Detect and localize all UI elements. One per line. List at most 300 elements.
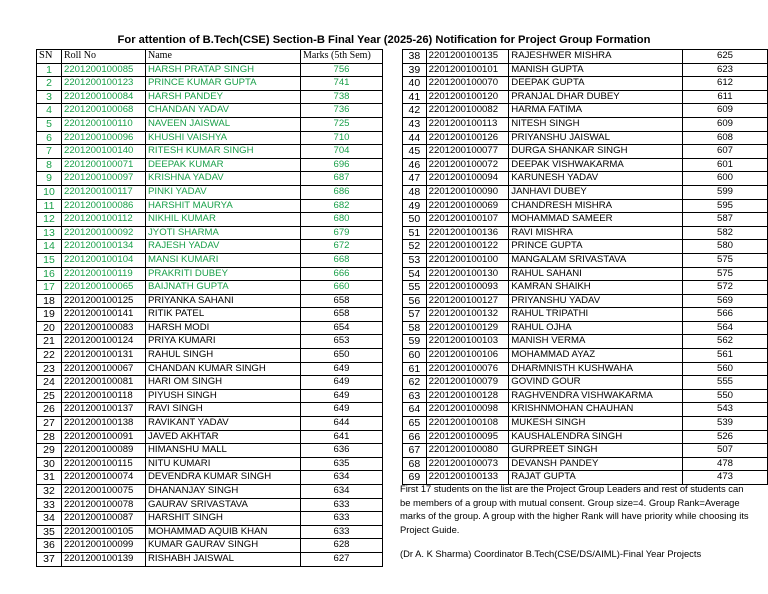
row-marks: 580 [683, 240, 768, 254]
row-name: RAHUL TRIPATHI [509, 308, 683, 322]
row-marks: 633 [301, 525, 383, 539]
coordinator-signature: (Dr A. K Sharma) Coordinator B.Tech(CSE/DS/AIML)-Final Year Projects [400, 548, 702, 559]
row-name: HARSH MODI [146, 321, 301, 335]
table-row [37, 539, 383, 553]
row-sn: 69 [403, 471, 427, 485]
row-sn: 26 [37, 403, 62, 417]
row-sn: 41 [403, 90, 427, 104]
row-name: RAHUL SAHANI [509, 267, 683, 281]
table-row [403, 294, 768, 308]
row-roll-no: 2201200100089 [62, 444, 146, 458]
row-roll-no: 2201200100072 [426, 158, 509, 172]
row-roll-no: 2201200100086 [62, 199, 146, 213]
row-sn: 5 [37, 117, 62, 131]
table-row [37, 525, 383, 539]
table-row [403, 457, 768, 471]
row-sn: 10 [37, 185, 62, 199]
row-marks: 687 [301, 172, 383, 186]
row-marks: 633 [301, 512, 383, 526]
row-name: RAHUL OJHA [509, 321, 683, 335]
row-marks: 666 [301, 267, 383, 281]
row-sn: 52 [403, 240, 427, 254]
row-sn: 66 [403, 430, 427, 444]
row-roll-no: 2201200100084 [62, 90, 146, 104]
row-name: HARMA FATIMA [509, 104, 683, 118]
row-roll-no: 2201200100105 [62, 525, 146, 539]
row-sn: 3 [37, 90, 62, 104]
row-name: CHANDRESH MISHRA [509, 199, 683, 213]
table-row [37, 376, 383, 390]
row-roll-no: 2201200100093 [426, 281, 509, 295]
row-sn: 25 [37, 389, 62, 403]
row-marks: 756 [301, 63, 383, 77]
table-row [37, 389, 383, 403]
row-sn: 34 [37, 512, 62, 526]
row-name: JAVED AKHTAR [146, 430, 301, 444]
row-marks: 672 [301, 240, 383, 254]
row-roll-no: 2201200100096 [62, 131, 146, 145]
row-sn: 11 [37, 199, 62, 213]
row-name: PRAKRITI DUBEY [146, 267, 301, 281]
row-name: GAURAV SRIVASTAVA [146, 498, 301, 512]
row-sn: 51 [403, 226, 427, 240]
row-marks: 641 [301, 430, 383, 444]
row-name: KAMRAN SHAIKH [509, 281, 683, 295]
row-roll-no: 2201200100127 [426, 294, 509, 308]
row-name: RAGHVENDRA VISHWAKARMA [509, 389, 683, 403]
row-sn: 44 [403, 131, 427, 145]
row-sn: 20 [37, 321, 62, 335]
row-name: HARSHIT SINGH [146, 512, 301, 526]
row-roll-no: 2201200100085 [62, 63, 146, 77]
row-roll-no: 2201200100115 [62, 457, 146, 471]
table-row [37, 444, 383, 458]
table-row [403, 417, 768, 431]
table-row [403, 185, 768, 199]
table-row [37, 485, 383, 499]
table-row [37, 145, 383, 159]
table-row [37, 104, 383, 118]
row-marks: 564 [683, 321, 768, 335]
row-name: KHUSHI VAISHYA [146, 131, 301, 145]
row-name: KRISHNA YADAV [146, 172, 301, 186]
row-marks: 609 [683, 104, 768, 118]
row-sn: 16 [37, 267, 62, 281]
row-roll-no: 2201200100125 [62, 294, 146, 308]
table-row [403, 77, 768, 91]
table-row [37, 90, 383, 104]
table-row [37, 335, 383, 349]
row-sn: 47 [403, 172, 427, 186]
table-row [403, 172, 768, 186]
table-row [403, 117, 768, 131]
row-name: RAJESHWER MISHRA [509, 50, 683, 64]
row-name: MANGALAM SRIVASTAVA [509, 253, 683, 267]
row-name: KAUSHALENDRA SINGH [509, 430, 683, 444]
row-name: NAVEEN JAISWAL [146, 117, 301, 131]
row-roll-no: 2201200100099 [62, 539, 146, 553]
row-name: RITESH KUMAR SINGH [146, 145, 301, 159]
row-marks: 696 [301, 158, 383, 172]
row-roll-no: 2201200100103 [426, 335, 509, 349]
row-name: PRIYANKA SAHANI [146, 294, 301, 308]
row-sn: 15 [37, 253, 62, 267]
row-sn: 17 [37, 281, 62, 295]
row-roll-no: 2201200100139 [62, 552, 146, 566]
row-marks: 478 [683, 457, 768, 471]
row-name: RAVI MISHRA [509, 226, 683, 240]
row-roll-no: 2201200100133 [426, 471, 509, 485]
table-row [37, 281, 383, 295]
table-row [403, 308, 768, 322]
row-marks: 736 [301, 104, 383, 118]
row-sn: 45 [403, 145, 427, 159]
row-name: GOVIND GOUR [509, 376, 683, 390]
row-roll-no: 2201200100079 [426, 376, 509, 390]
row-marks: 595 [683, 199, 768, 213]
row-name: RAHUL SINGH [146, 349, 301, 363]
row-roll-no: 2201200100137 [62, 403, 146, 417]
row-marks: 611 [683, 90, 768, 104]
row-sn: 59 [403, 335, 427, 349]
row-sn: 43 [403, 117, 427, 131]
row-roll-no: 2201200100130 [426, 267, 509, 281]
row-sn: 6 [37, 131, 62, 145]
table-row [403, 199, 768, 213]
row-marks: 607 [683, 145, 768, 159]
table-row [403, 349, 768, 363]
row-marks: 566 [683, 308, 768, 322]
row-sn: 14 [37, 240, 62, 254]
table-row [37, 471, 383, 485]
row-roll-no: 2201200100091 [62, 430, 146, 444]
row-roll-no: 2201200100132 [426, 308, 509, 322]
row-marks: 555 [683, 376, 768, 390]
row-roll-no: 2201200100134 [62, 240, 146, 254]
row-marks: 562 [683, 335, 768, 349]
row-roll-no: 2201200100128 [426, 389, 509, 403]
row-marks: 575 [683, 253, 768, 267]
row-marks: 587 [683, 213, 768, 227]
row-marks: 654 [301, 321, 383, 335]
row-sn: 58 [403, 321, 427, 335]
row-sn: 2 [37, 77, 62, 91]
row-name: NIKHIL KUMAR [146, 213, 301, 227]
row-name: CHANDAN YADAV [146, 104, 301, 118]
row-name: DEEPAK KUMAR [146, 158, 301, 172]
row-marks: 660 [301, 281, 383, 295]
header-marks: Marks (5th Sem) [301, 50, 383, 64]
row-marks: 612 [683, 77, 768, 91]
row-sn: 48 [403, 185, 427, 199]
row-name: KARUNESH YADAV [509, 172, 683, 186]
row-marks: 649 [301, 403, 383, 417]
row-sn: 40 [403, 77, 427, 91]
row-name: MUKESH SINGH [509, 417, 683, 431]
table-row [403, 267, 768, 281]
header-sn: SN [37, 50, 62, 64]
row-sn: 4 [37, 104, 62, 118]
row-roll-no: 2201200100071 [62, 158, 146, 172]
row-name: PRIYANSHU YADAV [509, 294, 683, 308]
row-marks: 543 [683, 403, 768, 417]
table-row [37, 63, 383, 77]
row-name: RITIK PATEL [146, 308, 301, 322]
row-roll-no: 2201200100094 [426, 172, 509, 186]
row-roll-no: 2201200100138 [62, 417, 146, 431]
table-row [403, 335, 768, 349]
row-roll-no: 2201200100117 [62, 185, 146, 199]
row-marks: 582 [683, 226, 768, 240]
table-row [37, 253, 383, 267]
row-roll-no: 2201200100070 [426, 77, 509, 91]
row-roll-no: 2201200100123 [62, 77, 146, 91]
row-marks: 627 [301, 552, 383, 566]
row-sn: 50 [403, 213, 427, 227]
row-name: PRINCE KUMAR GUPTA [146, 77, 301, 91]
table-row [37, 417, 383, 431]
row-sn: 62 [403, 376, 427, 390]
row-name: DEVANSH PANDEY [509, 457, 683, 471]
row-roll-no: 2201200100104 [62, 253, 146, 267]
row-roll-no: 2201200100126 [426, 131, 509, 145]
row-roll-no: 2201200100083 [62, 321, 146, 335]
table-row [37, 321, 383, 335]
table-row [403, 281, 768, 295]
row-sn: 54 [403, 267, 427, 281]
row-name: PRANJAL DHAR DUBEY [509, 90, 683, 104]
row-name: NITU KUMARI [146, 457, 301, 471]
row-sn: 67 [403, 444, 427, 458]
table-row [403, 444, 768, 458]
table-row [403, 90, 768, 104]
row-roll-no: 2201200100129 [426, 321, 509, 335]
row-name: GURPREET SINGH [509, 444, 683, 458]
row-name: DHARMNISTH KUSHWAHA [509, 362, 683, 376]
table-row [403, 226, 768, 240]
row-roll-no: 2201200100120 [426, 90, 509, 104]
row-name: HARI OM SINGH [146, 376, 301, 390]
table-row [37, 185, 383, 199]
row-sn: 60 [403, 349, 427, 363]
row-roll-no: 2201200100068 [62, 104, 146, 118]
row-marks: 628 [301, 539, 383, 553]
row-marks: 575 [683, 267, 768, 281]
row-sn: 38 [403, 50, 427, 64]
row-name: PINKI YADAV [146, 185, 301, 199]
row-name: MANISH VERMA [509, 335, 683, 349]
row-roll-no: 2201200100119 [62, 267, 146, 281]
row-name: PRIYANSHU JAISWAL [509, 131, 683, 145]
row-roll-no: 2201200100087 [62, 512, 146, 526]
row-name: HARSH PRATAP SINGH [146, 63, 301, 77]
table-row [37, 403, 383, 417]
student-table-right [402, 49, 768, 485]
row-marks: 569 [683, 294, 768, 308]
row-marks: 644 [301, 417, 383, 431]
table-row [37, 213, 383, 227]
row-roll-no: 2201200100124 [62, 335, 146, 349]
row-sn: 37 [37, 552, 62, 566]
row-marks: 623 [683, 63, 768, 77]
table-row [403, 253, 768, 267]
row-marks: 572 [683, 281, 768, 295]
row-sn: 29 [37, 444, 62, 458]
row-roll-no: 2201200100097 [62, 172, 146, 186]
row-name: MANSI KUMARI [146, 253, 301, 267]
row-name: JANHAVI DUBEY [509, 185, 683, 199]
row-name: DEVENDRA KUMAR SINGH [146, 471, 301, 485]
row-sn: 1 [37, 63, 62, 77]
table-row [37, 240, 383, 254]
row-roll-no: 2201200100135 [426, 50, 509, 64]
row-roll-no: 2201200100140 [62, 145, 146, 159]
row-marks: 680 [301, 213, 383, 227]
row-sn: 64 [403, 403, 427, 417]
row-name: DURGA SHANKAR SINGH [509, 145, 683, 159]
table-header-row [37, 50, 383, 64]
table-row [37, 267, 383, 281]
row-marks: 725 [301, 117, 383, 131]
row-roll-no: 2201200100136 [426, 226, 509, 240]
row-sn: 57 [403, 308, 427, 322]
row-sn: 56 [403, 294, 427, 308]
table-row [403, 63, 768, 77]
table-row [403, 50, 768, 64]
row-marks: 507 [683, 444, 768, 458]
row-name: NITESH SINGH [509, 117, 683, 131]
row-roll-no: 2201200100082 [426, 104, 509, 118]
row-marks: 561 [683, 349, 768, 363]
row-roll-no: 2201200100078 [62, 498, 146, 512]
row-roll-no: 2201200100075 [62, 485, 146, 499]
table-row [37, 158, 383, 172]
row-sn: 24 [37, 376, 62, 390]
row-sn: 33 [37, 498, 62, 512]
row-marks: 704 [301, 145, 383, 159]
row-sn: 53 [403, 253, 427, 267]
row-marks: 738 [301, 90, 383, 104]
row-name: RAJAT GUPTA [509, 471, 683, 485]
row-name: PRIYA KUMARI [146, 335, 301, 349]
table-row [403, 362, 768, 376]
table-row [37, 362, 383, 376]
row-roll-no: 2201200100122 [426, 240, 509, 254]
table-row [403, 145, 768, 159]
row-sn: 68 [403, 457, 427, 471]
row-sn: 18 [37, 294, 62, 308]
row-marks: 625 [683, 50, 768, 64]
row-sn: 36 [37, 539, 62, 553]
row-marks: 560 [683, 362, 768, 376]
table-row [37, 226, 383, 240]
row-roll-no: 2201200100118 [62, 389, 146, 403]
row-sn: 7 [37, 145, 62, 159]
row-sn: 31 [37, 471, 62, 485]
row-sn: 63 [403, 389, 427, 403]
row-sn: 49 [403, 199, 427, 213]
row-sn: 46 [403, 158, 427, 172]
table-row [403, 240, 768, 254]
table-row [37, 552, 383, 566]
row-marks: 609 [683, 117, 768, 131]
row-name: RAVIKANT YADAV [146, 417, 301, 431]
student-table-left [36, 49, 383, 567]
row-marks: 599 [683, 185, 768, 199]
row-name: DEEPAK GUPTA [509, 77, 683, 91]
row-sn: 8 [37, 158, 62, 172]
row-sn: 65 [403, 417, 427, 431]
table-row [403, 389, 768, 403]
header-name: Name [146, 50, 301, 64]
row-name: CHANDAN KUMAR SINGH [146, 362, 301, 376]
row-roll-no: 2201200100077 [426, 145, 509, 159]
row-name: HARSHIT MAURYA [146, 199, 301, 213]
table-row [37, 498, 383, 512]
row-name: PIYUSH SINGH [146, 389, 301, 403]
row-sn: 55 [403, 281, 427, 295]
row-roll-no: 2201200100112 [62, 213, 146, 227]
row-roll-no: 2201200100090 [426, 185, 509, 199]
row-marks: 653 [301, 335, 383, 349]
row-marks: 608 [683, 131, 768, 145]
row-name: MOHAMMAD AYAZ [509, 349, 683, 363]
table-row [403, 430, 768, 444]
table-row [37, 172, 383, 186]
table-row [403, 403, 768, 417]
row-roll-no: 2201200100101 [426, 63, 509, 77]
row-marks: 658 [301, 294, 383, 308]
row-marks: 741 [301, 77, 383, 91]
row-sn: 19 [37, 308, 62, 322]
row-name: BAIJNATH GUPTA [146, 281, 301, 295]
table-row [37, 131, 383, 145]
table-row [37, 294, 383, 308]
row-marks: 633 [301, 498, 383, 512]
row-roll-no: 2201200100067 [62, 362, 146, 376]
row-marks: 679 [301, 226, 383, 240]
table-row [37, 308, 383, 322]
table-row [403, 376, 768, 390]
row-name: MOHAMMAD SAMEER [509, 213, 683, 227]
row-name: JYOTI SHARMA [146, 226, 301, 240]
table-row [37, 199, 383, 213]
row-sn: 13 [37, 226, 62, 240]
row-roll-no: 2201200100074 [62, 471, 146, 485]
table-row [37, 77, 383, 91]
row-roll-no: 2201200100080 [426, 444, 509, 458]
row-marks: 636 [301, 444, 383, 458]
row-marks: 601 [683, 158, 768, 172]
row-sn: 9 [37, 172, 62, 186]
row-marks: 686 [301, 185, 383, 199]
row-marks: 658 [301, 308, 383, 322]
row-name: PRINCE GUPTA [509, 240, 683, 254]
row-sn: 30 [37, 457, 62, 471]
row-sn: 23 [37, 362, 62, 376]
row-sn: 35 [37, 525, 62, 539]
row-roll-no: 2201200100081 [62, 376, 146, 390]
row-name: DEEPAK VISHWAKARMA [509, 158, 683, 172]
row-roll-no: 2201200100069 [426, 199, 509, 213]
table-row [403, 321, 768, 335]
row-sn: 27 [37, 417, 62, 431]
row-name: RAVI SINGH [146, 403, 301, 417]
row-sn: 32 [37, 485, 62, 499]
row-roll-no: 2201200100131 [62, 349, 146, 363]
table-row [37, 457, 383, 471]
row-marks: 649 [301, 362, 383, 376]
